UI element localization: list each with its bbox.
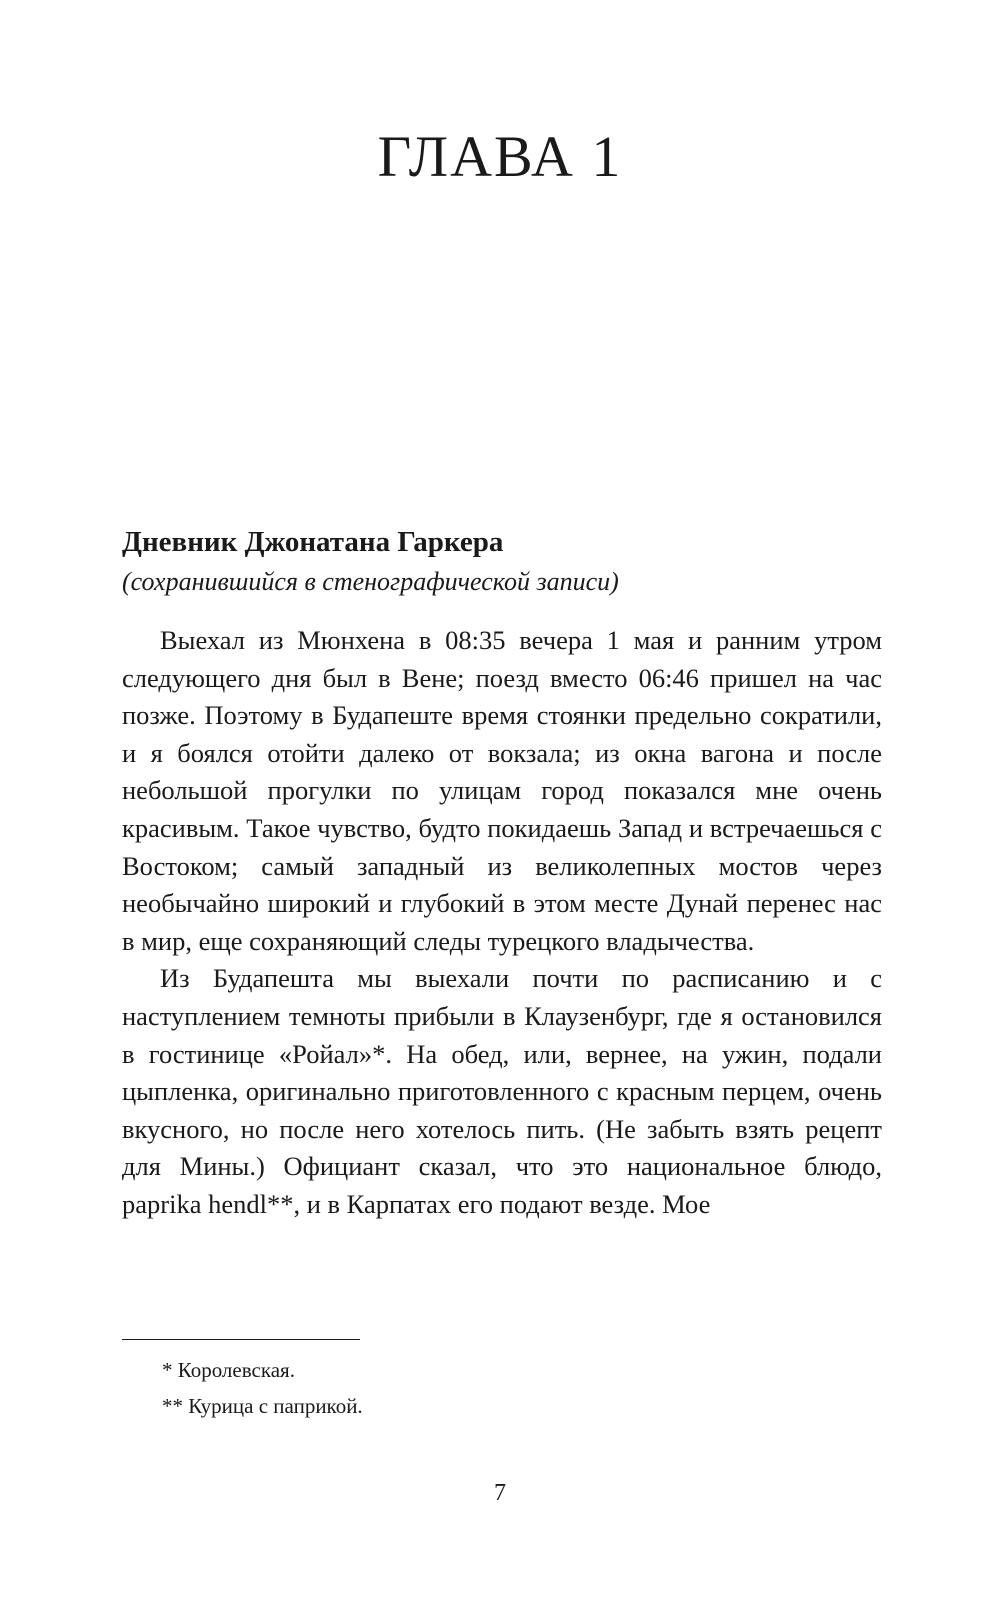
footnote-divider [122,1339,360,1340]
footnote-1: * Королевская. [162,1358,295,1382]
paragraph-1: Выехал из Мюнхена в 08:35 вечера 1 мая и ранним утром следующего дня был в Вене; поезд вместо 06:46 пришел на час позже. Поэтому в Будапеште время стоянки предельно сократили, и я боялся отойти далеко от вокзала; из окна вагона и после небольшой прогулки по улицам город показался мне очень красивым. Такое чувство, будто покидаешь Запад и встречаешься с Востоком; самый западный из великолепных мостов через необычайно широкий и глубокий в этом месте Дунай перенес нас в мир, еще сохраняющий следы турецкого владычества. [122,625,882,956]
paragraph-2: Из Будапешта мы выехали почти по расписанию и с наступлением темноты прибыли в Клаузенбург, где я остановился в гостинице «Ройал»*. На обед, или, вернее, на ужин, подали цыпленка, оригинально приготовленного с красным перцем, очень вкусного, но после него хотелось пить. (Не забыть взять рецепт для Мины.) Официант сказал, что это национальное блюдо, paprika hendl**, и в Карпатах его подают везде. Мое [122,963,882,1219]
body-text [122,622,882,1224]
chapter-title: ГЛАВА 1 [377,124,623,189]
section-heading: Дневник Джонатана Гаркера [122,526,504,558]
footnotes [162,1352,862,1424]
page-number: 7 [494,1480,506,1506]
footnote-2: ** Курица с паприкой. [162,1394,363,1418]
section-subheading: (сохранившийся в стенографической записи) [122,567,619,596]
diary-section [122,522,882,1224]
